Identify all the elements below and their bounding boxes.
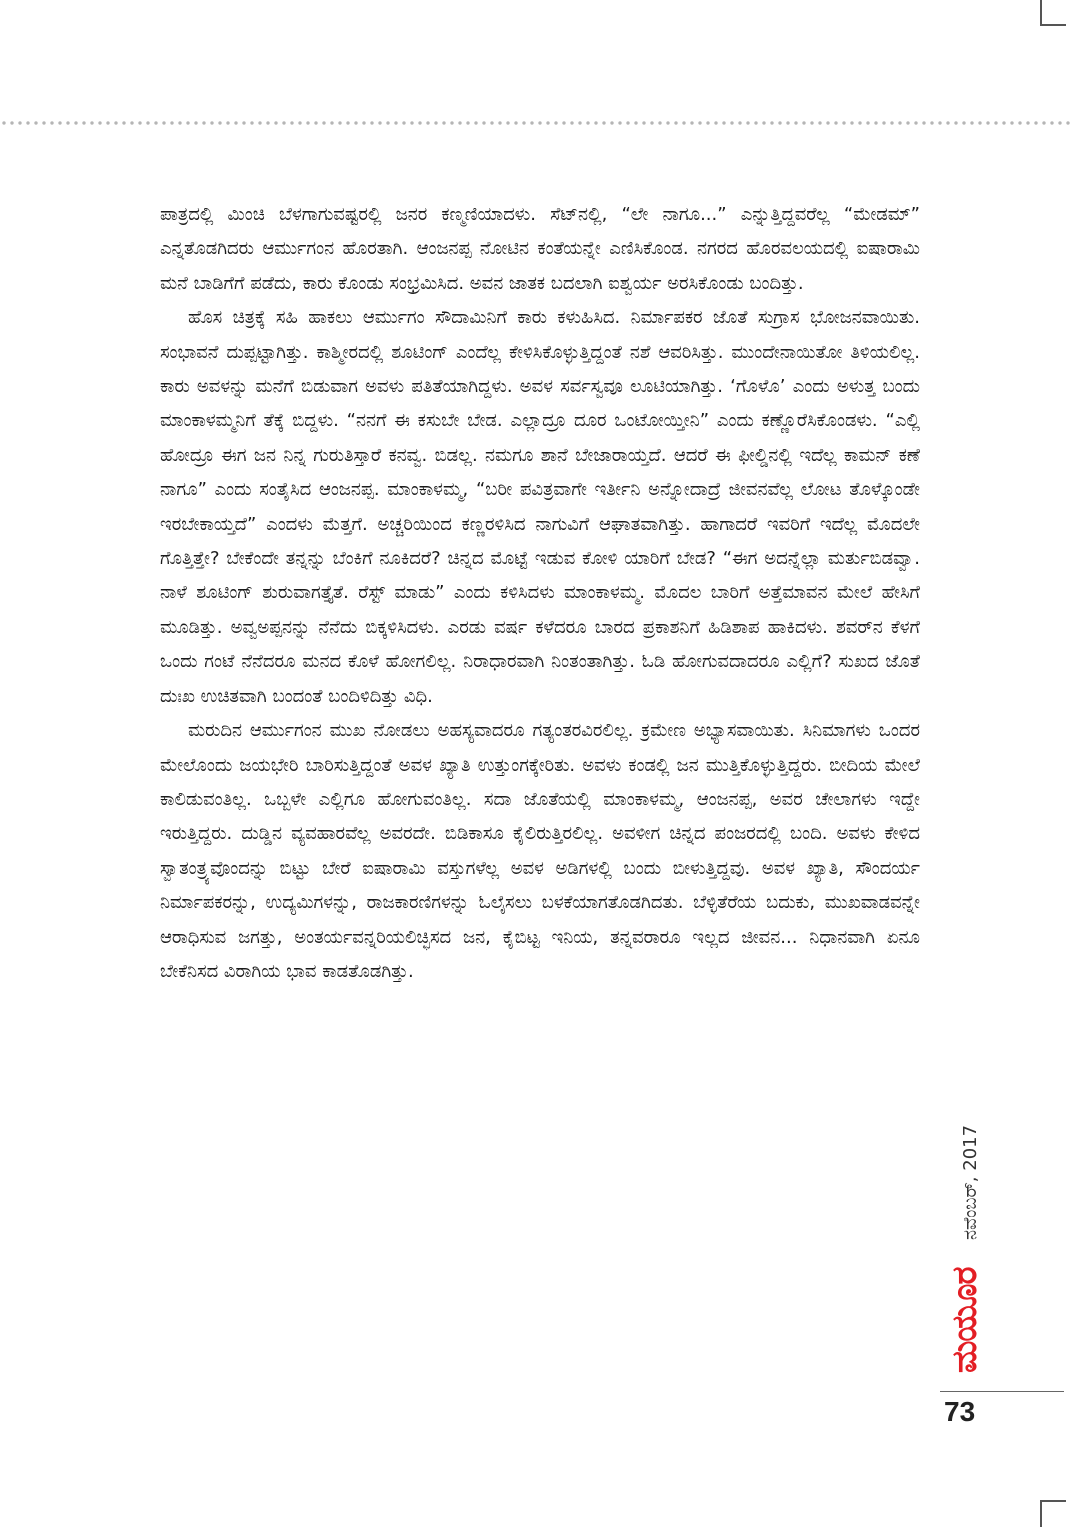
article-body [160, 198, 920, 989]
crop-mark-bottom [1040, 1500, 1066, 1527]
page-number: 73 [944, 1396, 976, 1427]
article-paragraph-2: ಹೊಸ ಚಿತ್ರಕ್ಕೆ ಸಹಿ ಹಾಕಲು ಆರ್ಮುಗಂ ಸೌದಾಮಿನಿಗೆ ಕಾರು ಕಳುಹಿಸಿದ. ನಿರ್ಮಾಪಕರ ಜೊತೆ ಸುಗ್ರಾಸ ಭೋಜನವಾಯಿತು. ಸಂಭಾವನೆ ದುಪ್ಪಟ್ಟಾಗಿತ್ತು. ಕಾಶ್ಮೀರದಲ್ಲಿ ಶೂಟಿಂಗ್ ಎಂದೆಲ್ಲ ಕೇಳಿಸಿಕೊಳ್ಳುತ್ತಿದ್ದಂತೆ ನಶೆ ಆವರಿಸಿತ್ತು. ಮುಂದೇನಾಯಿತೋ ತಿಳಿಯಲಿಲ್ಲ. ಕಾರು ಅವಳನ್ನು ಮನೆಗೆ ಬಿಡುವಾಗ ಅವಳು ಪತಿತೆಯಾಗಿದ್ದಳು. ಅವಳ ಸರ್ವಸ್ವವೂ ಲೂಟಿಯಾಗಿತ್ತು. ‘ಗೊಳೊ’ ಎಂದು ಅಳುತ್ತ ಬಂದು ಮಾಂಕಾಳಮ್ಮನಿಗೆ ತೆಕ್ಕೆ ಬಿದ್ದಳು. “ನನಗೆ ಈ ಕಸುಬೇ ಬೇಡ. ಎಲ್ಲಾದ್ರೂ ದೂರ ಒಂಟೋಯ್ತೀನಿ” ಎಂದು ಕಣ್ಣೊರೆಸಿಕೊಂಡಳು. “ಎಲ್ಲಿ ಹೋದ್ರೂ ಈಗ ಜನ ನಿನ್ನ ಗುರುತಿಸ್ತಾರೆ ಕನವ್ವ. ಬಿಡಲ್ಲ. ನಮಗೂ ಶಾನೆ ಬೇಜಾರಾಯ್ತದೆ. ಆದರೆ ಈ ಫೀಲ್ಡಿನಲ್ಲಿ ಇದೆಲ್ಲ ಕಾಮನ್ ಕಣೆ ನಾಗೂ” ಎಂದು ಸಂತೈಸಿದ ಆಂಜನಪ್ಪ. ಮಾಂಕಾಳಮ್ಮ, “ಬರೀ ಪವಿತ್ರವಾಗೇ ಇರ್ತೀನಿ ಅನ್ನೋದಾದ್ರೆ ಜೀವನವೆಲ್ಲ ಲೋಟ ತೊಳ್ಕೊಂಡೇ ಇರಬೇಕಾಯ್ತದೆ” ಎಂದಳು ಮೆತ್ತಗೆ. ಅಚ್ಚರಿಯಿಂದ ಕಣ್ಣರಳಿಸಿದ ನಾಗುವಿಗೆ ಆಘಾತವಾಗಿತ್ತು. ಹಾಗಾದರೆ ಇವರಿಗೆ ಇದೆಲ್ಲ ಮೊದಲೇ ಗೊತ್ತಿತ್ತೇ? ಬೇಕೆಂದೇ ತನ್ನನ್ನು ಬೆಂಕಿಗೆ ನೂಕಿದರೆ? ಚಿನ್ನದ ಮೊಟ್ಟೆ ಇಡುವ ಕೋಳಿ ಯಾರಿಗೆ ಬೇಡ? “ಈಗ ಅದನ್ನೆಲ್ಲಾ ಮರ್ತುಬಿಡವ್ವಾ. ನಾಳೆ ಶೂಟಿಂಗ್ ಶುರುವಾಗತ್ತೈತೆ. ರೆಸ್ಟ್ ಮಾಡು” ಎಂದು ಕಳಿಸಿದಳು ಮಾಂಕಾಳಮ್ಮ. ಮೊದಲ ಬಾರಿಗೆ ಅತ್ತೆಮಾವನ ಮೇಲೆ ಹೇಸಿಗೆ ಮೂಡಿತ್ತು. ಅವ್ವಅಪ್ಪನನ್ನು ನೆನೆದು ಬಿಕ್ಕಳಿಸಿದಳು. ಎರಡು ವರ್ಷ ಕಳೆದರೂ ಬಾರದ ಪ್ರಕಾಶನಿಗೆ ಹಿಡಿಶಾಪ ಹಾಕಿದಳು. ಶವರ್‌ನ ಕೆಳಗೆ ಒಂದು ಗಂಟೆ ನೆನೆದರೂ ಮನದ ಕೊಳೆ ಹೋಗಲಿಲ್ಲ. ನಿರಾಧಾರವಾಗಿ ನಿಂತಂತಾಗಿತ್ತು. ಓಡಿ ಹೋಗುವದಾದರೂ ಎಲ್ಲಿಗೆ? ಸುಖದ ಜೊತೆ ದುಃಖ ಉಚಿತವಾಗಿ ಬಂದಂತೆ ಬಂದಿಳಿದಿತ್ತು ವಿಧಿ. [160, 307, 920, 707]
article-paragraph-1: ಪಾತ್ರದಲ್ಲಿ ಮಿಂಚಿ ಬೆಳಗಾಗುವಷ್ಟರಲ್ಲಿ ಜನರ ಕಣ್ಮಣಿಯಾದಳು. ಸೆಟ್‌ನಲ್ಲಿ, “ಲೇ ನಾಗೂ...” ಎನ್ನುತ್ತಿದ್ದವರೆಲ್ಲ “ಮೇಡಮ್” ಎನ್ನತೊಡಗಿದರು ಆರ್ಮುಗಂನ ಹೊರತಾಗಿ. ಆಂಜನಪ್ಪ ನೋಟಿನ ಕಂತೆಯನ್ನೇ ಎಣಿಸಿಕೊಂಡ. ನಗರದ ಹೊರವಲಯದಲ್ಲಿ ಐಷಾರಾಮಿ ಮನೆ ಬಾಡಿಗೆಗೆ ಪಡೆದು, ಕಾರು ಕೊಂಡು ಸಂಭ್ರಮಿಸಿದ. ಅವನ ಜಾತಕ ಬದಲಾಗಿ ಐಶ್ವರ್ಯ ಅರಸಿಕೊಂಡು ಬಂದಿತ್ತು. [160, 204, 920, 294]
article-paragraph-3: ಮರುದಿನ ಆರ್ಮುಗಂನ ಮುಖ ನೋಡಲು ಅಹಸ್ಯವಾದರೂ ಗತ್ಯಂತರವಿರಲಿಲ್ಲ. ಕ್ರಮೇಣ ಅಭ್ಯಾಸವಾಯಿತು. ಸಿನಿಮಾಗಳು ಒಂದರ ಮೇಲೊಂದು ಜಯಭೇರಿ ಬಾರಿಸುತ್ತಿದ್ದಂತೆ ಅವಳ ಖ್ಯಾತಿ ಉತ್ತುಂಗಕ್ಕೇರಿತು. ಅವಳು ಕಂಡಲ್ಲಿ ಜನ ಮುತ್ತಿಕೊಳ್ಳುತ್ತಿದ್ದರು. ಬೀದಿಯ ಮೇಲೆ ಕಾಲಿಡುವಂತಿಲ್ಲ. ಒಬ್ಬಳೇ ಎಲ್ಲಿಗೂ ಹೋಗುವಂತಿಲ್ಲ. ಸದಾ ಜೊತೆಯಲ್ಲಿ ಮಾಂಕಾಳಮ್ಮ, ಆಂಜನಪ್ಪ, ಅವರ ಚೇಲಾಗಳು ಇದ್ದೇ ಇರುತ್ತಿದ್ದರು. ದುಡ್ಡಿನ ವ್ಯವಹಾರವೆಲ್ಲ ಅವರದೇ. ಬಿಡಿಕಾಸೂ ಕೈಲಿರುತ್ತಿರಲಿಲ್ಲ. ಅವಳೀಗ ಚಿನ್ನದ ಪಂಜರದಲ್ಲಿ ಬಂದಿ. ಅವಳು ಕೇಳಿದ ಸ್ವಾತಂತ್ರ್ಯವೊಂದನ್ನು ಬಿಟ್ಟು ಬೇರೆ ಐಷಾರಾಮಿ ವಸ್ತುಗಳೆಲ್ಲ ಅವಳ ಅಡಿಗಳಲ್ಲಿ ಬಂದು ಬೀಳುತ್ತಿದ್ದವು. ಅವಳ ಖ್ಯಾತಿ, ಸೌಂದರ್ಯ ನಿರ್ಮಾಪಕರನ್ನು, ಉದ್ಯಮಿಗಳನ್ನು, ರಾಜಕಾರಣಿಗಳನ್ನು ಓಲೈಸಲು ಬಳಕೆಯಾಗತೊಡಗಿದತು. ಬೆಳ್ಳಿತೆರೆಯ ಬದುಕು, ಮುಖವಾಡವನ್ನೇ ಆರಾಧಿಸುವ ಜಗತ್ತು, ಅಂತರ್ಯವನ್ನರಿಯಲಿಚ್ಛಿಸದ ಜನ, ಕೈಬಿಟ್ಟ ಇನಿಯ, ತನ್ನವರಾರೂ ಇಲ್ಲದ ಜೀವನ... ನಿಧಾನವಾಗಿ ಏನೂ ಬೇಕೆನಿಸದ ವಿರಾಗಿಯ ಭಾವ ಕಾಡತೊಡಗಿತ್ತು. [160, 720, 920, 982]
crop-mark-top [1040, 0, 1066, 26]
issue-date: ನವೆಂಬರ್, 2017 [960, 1124, 981, 1240]
magazine-masthead: ಮಯೂರ [945, 1267, 985, 1373]
page-number-rule [940, 1391, 1064, 1392]
dotted-divider [0, 120, 1072, 126]
